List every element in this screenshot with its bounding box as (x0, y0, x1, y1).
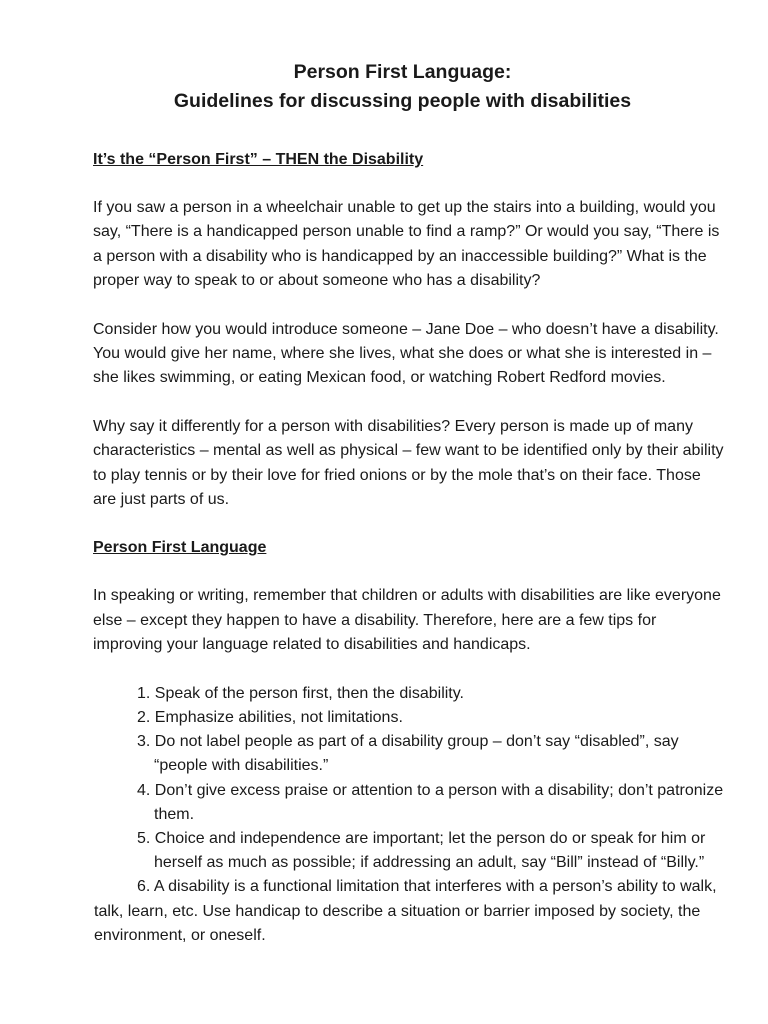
paragraph-tips-intro: In speaking or writing, remember that children or adults with disabilities are like everyone else – except they happen to have a disability. Therefore, here are a few tips for improving your language related to disabilities and handicaps. (93, 587, 721, 654)
paragraph-jane-doe: Consider how you would introduce someone – Jane Doe – who doesn’t have a disability. You would give her name, where she lives, what she does or what she is interested in – she likes swimming, or eating Mexican food, or watching Robert Redford movies. (93, 320, 719, 387)
list-item: 5. Choice and independence are important; let the person do or speak for him or herself as much as possible; if addressing an adult, say “Bill” instead of “Billy.” (137, 829, 706, 872)
list-item: 4. Don’t give excess praise or attention to a person with a disability; don’t patronize them. (137, 781, 724, 823)
paragraph-wheelchair: If you saw a person in a wheelchair unable to get up the stairs into a building, would you say, “There is a handicapped person unable to find a ramp?” Or would you say, “There is a person with a disability who is handicapped by an inaccessible building?” What is the proper way to speak to or about someone who has a disability? (93, 199, 720, 290)
list-item: 2. Emphasize abilities, not limitations. (137, 708, 403, 726)
list-item: 3. Do not label people as part of a disability group – don’t say “disabled”, say “people with disabilities.” (137, 733, 679, 775)
section-heading-person-first: It’s the “Person First” – THEN the Disability (93, 151, 424, 168)
paragraph-characteristics: Why say it differently for a person with disabilities? Every person is made up of many characteristics – mental as well as physical – few want to be identified only by their ability to play tennis or by their love for fried onions or by the mole that’s on their face. Those are just parts of us. (93, 417, 724, 509)
document-title (85, 58, 720, 116)
list-item: 6. A disability is a functional limitation that interferes with a person’s ability to walk, talk, learn, etc. Use handicap to describe a situation or barrier imposed by society, the environment, or oneself. (94, 878, 717, 944)
title-line-2: Guidelines for discussing people with disabilities (173, 90, 632, 112)
title-line-1: Person First Language: (293, 61, 512, 83)
tips-list (93, 682, 728, 948)
section-heading-person-first-language: Person First Language (93, 539, 267, 557)
list-item: 1. Speak of the person first, then the disability. (137, 684, 464, 702)
